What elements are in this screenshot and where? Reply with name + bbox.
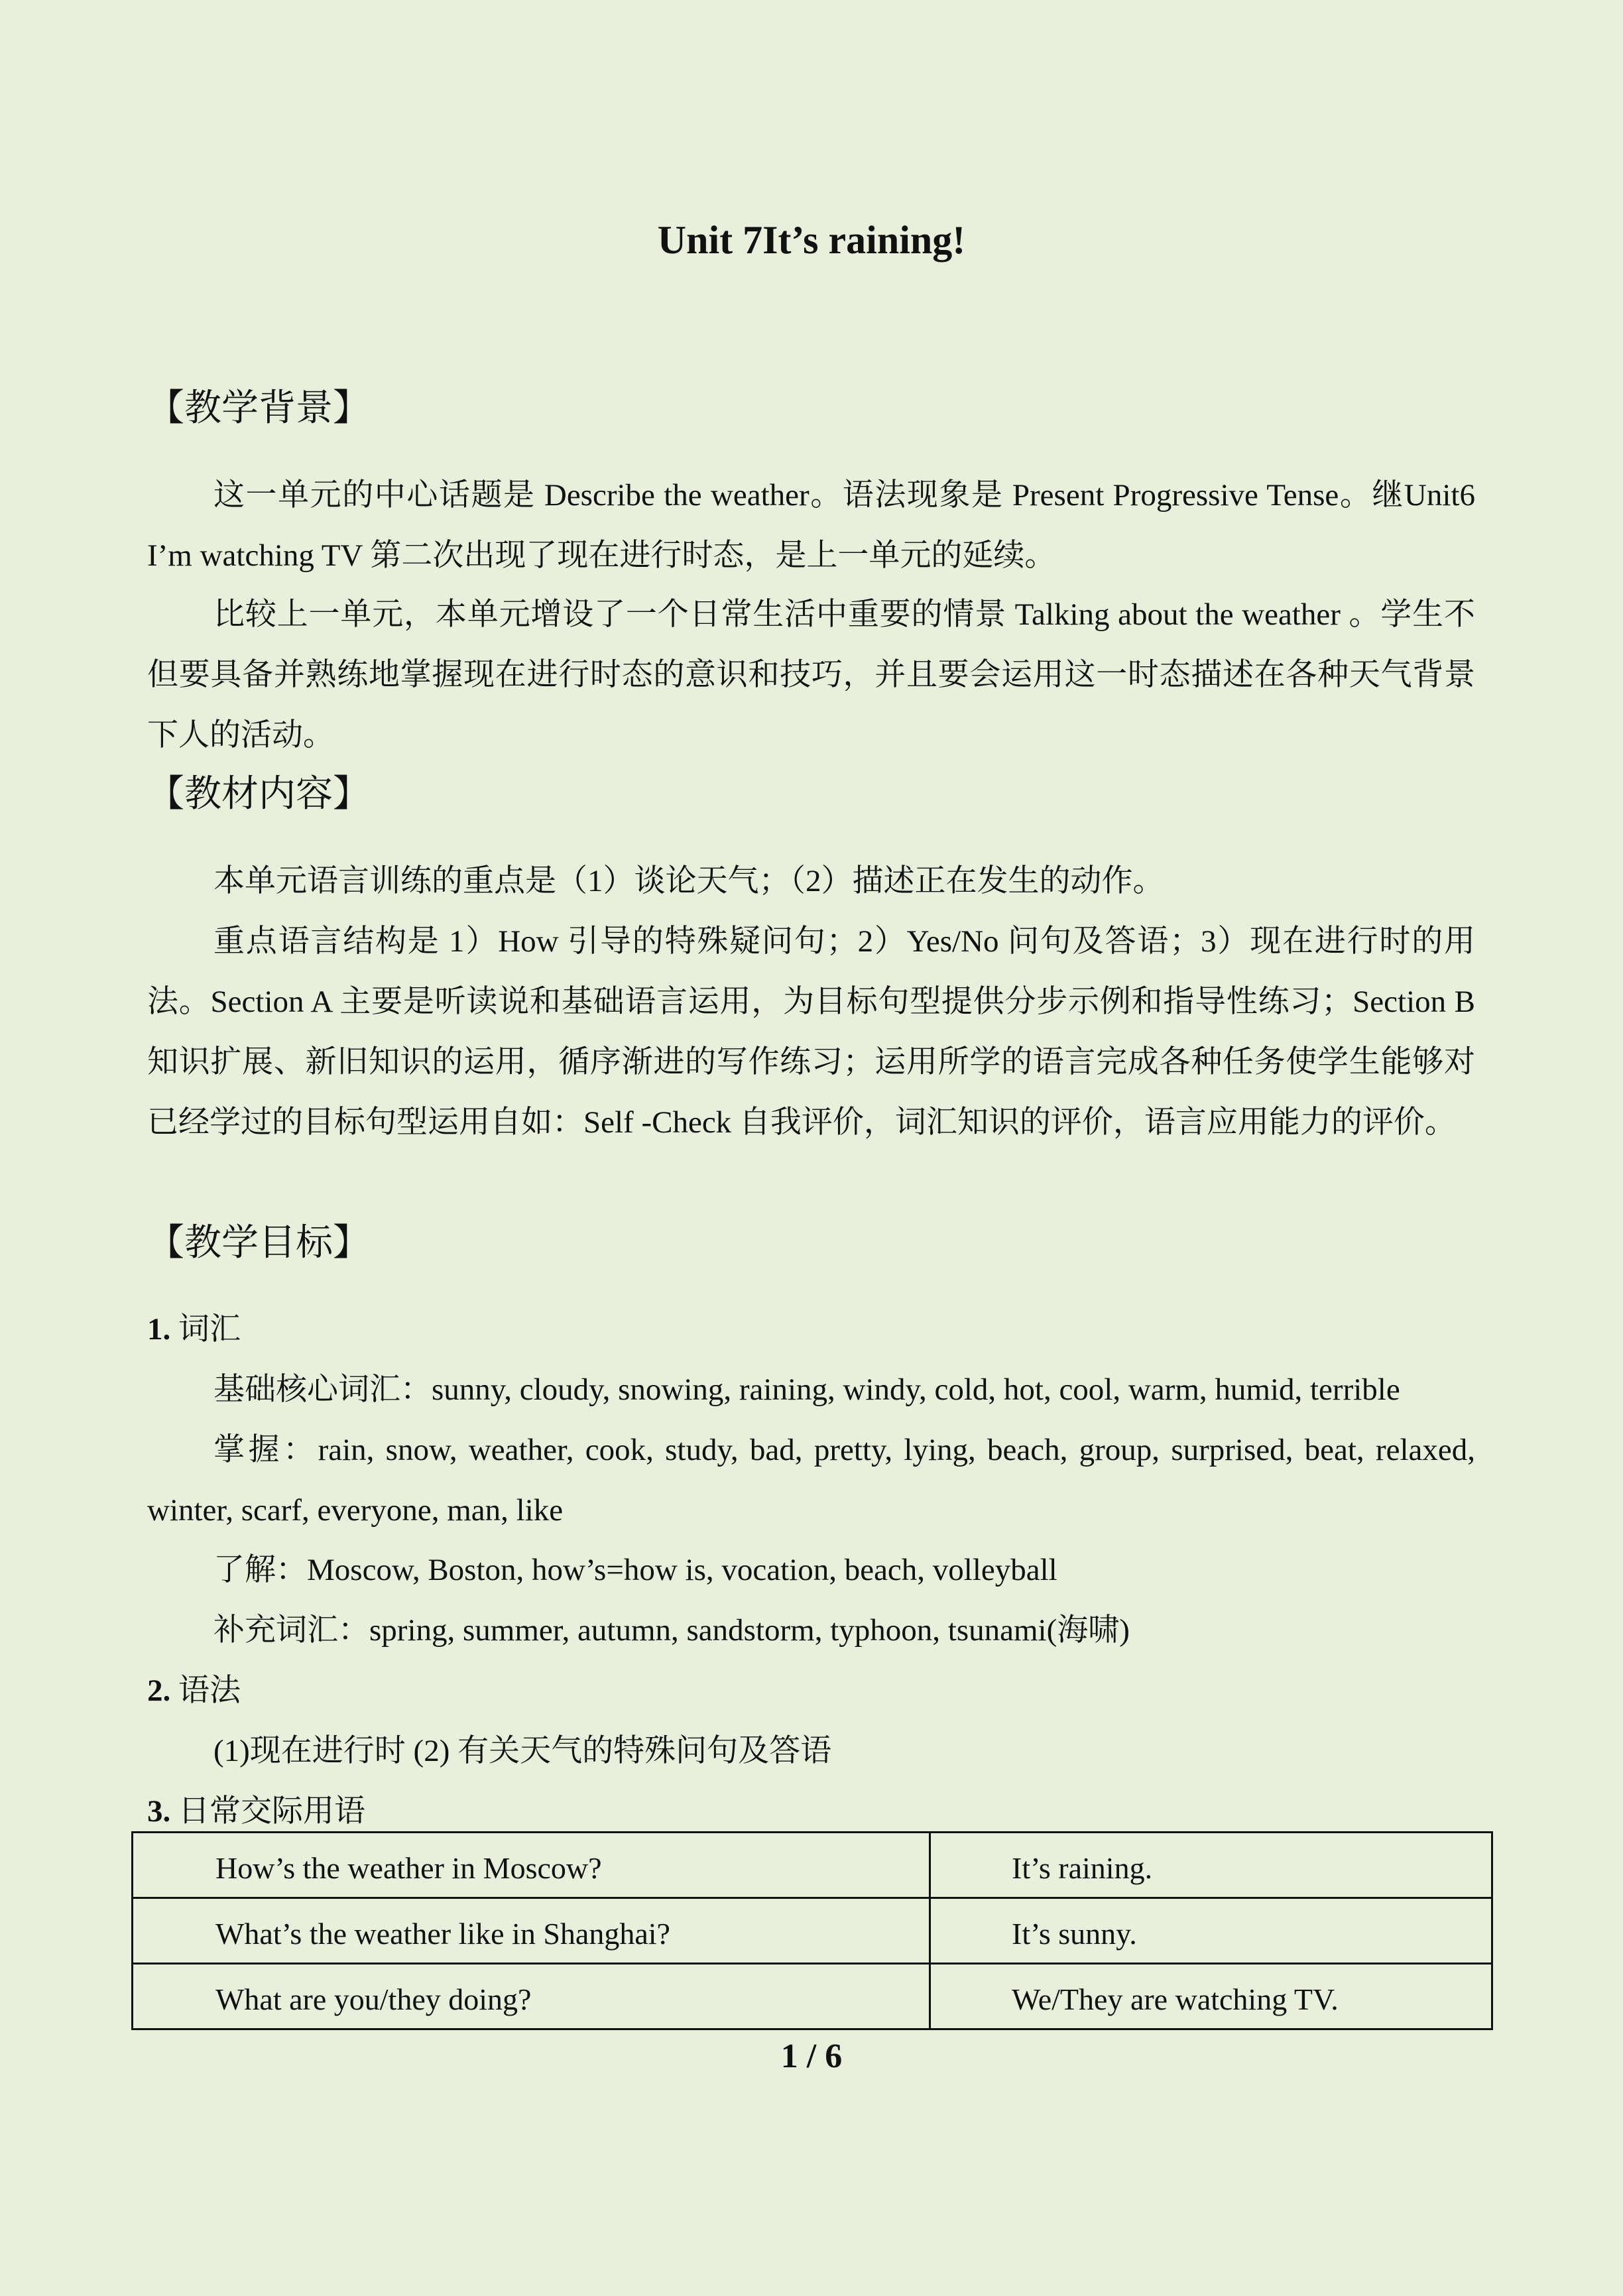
heading-content: 【教材内容】 bbox=[147, 774, 370, 815]
heading-goals: 【教学目标】 bbox=[147, 1223, 370, 1264]
vocab-subheading bbox=[147, 1299, 241, 1360]
vocab-understand: 了解：Moscow, Boston, how’s=how is, vocation, beach, volleyball bbox=[213, 1553, 1057, 1587]
table-row bbox=[133, 1898, 1492, 1964]
content-paragraph-1: 本单元语言训练的重点是（1）谈论天气；（2）描述正在发生的动作。 bbox=[213, 864, 1164, 898]
expressions-table bbox=[131, 1831, 1493, 2030]
vocab-core: 基础核心词汇：sunny, cloudy, snowing, raining, windy, cold, hot, cool, warm, humid, terrible bbox=[213, 1372, 1400, 1407]
vocab-extra: 补充词汇：spring, summer, autumn, sandstorm, typhoon, tsunami(海啸) bbox=[213, 1613, 1130, 1648]
grammar-text: (1)现在进行时 (2) 有关天气的特殊问句及答语 bbox=[213, 1734, 832, 1768]
heading-background: 【教学背景】 bbox=[147, 388, 370, 429]
answer-cell: It’s raining. bbox=[930, 1833, 1492, 1898]
question-cell: How’s the weather in Moscow? bbox=[133, 1833, 930, 1898]
table-row bbox=[133, 1964, 1492, 2029]
question-cell: What’s the weather like in Shanghai? bbox=[133, 1898, 930, 1964]
answer-cell: It’s sunny. bbox=[930, 1898, 1492, 1964]
expressions-label: 日常交际用语 bbox=[178, 1794, 365, 1829]
expressions-number: 3. bbox=[147, 1794, 171, 1829]
page-number: 1 / 6 bbox=[780, 2037, 843, 2075]
answer-cell: We/They are watching TV. bbox=[930, 1964, 1492, 2029]
content-paragraph-2: 重点语言结构是 1）How 引导的特殊疑问句；2）Yes/No 问句及答语；3）现在进行时的用法。Section A 主要是听读说和基础语言运用，为目标句型提供分步示例和指导性练习；Section B 知识扩展、新旧知识的运用，循序渐进的写作练习；运用所学的语言完成各种任务使学生能够对已经学过的目标句型运用自如：Self -Check 自我评价，词汇知识的评价，语言应用能力的评价。 bbox=[147, 924, 1475, 1140]
vocab-master: 掌握：rain, snow, weather, cook, study, bad, pretty, lying, beach, group, surprised, beat, relaxed, winter, scarf, everyone, man, like bbox=[147, 1433, 1475, 1528]
table-row bbox=[133, 1833, 1492, 1898]
page-title: Unit 7It’s raining! bbox=[657, 218, 966, 262]
grammar-label: 语法 bbox=[178, 1673, 241, 1708]
vocab-number: 1. bbox=[147, 1312, 171, 1347]
grammar-number: 2. bbox=[147, 1673, 171, 1708]
vocab-label: 词汇 bbox=[178, 1312, 241, 1347]
question-cell: What are you/they doing? bbox=[133, 1964, 930, 2029]
background-paragraph-1: 这一单元的中心话题是 Describe the weather。语法现象是 Present Progressive Tense。继Unit6 I’m watching TV 第二次出现了现在进行时态，是上一单元的延续。 bbox=[147, 478, 1475, 573]
background-paragraph-2: 比较上一单元，本单元增设了一个日常生活中重要的情景 Talking about the weather 。学生不但要具备并熟练地掌握现在进行时态的意识和技巧，并且要会运用这一时态描述在各种天气背景下人的活动。 bbox=[147, 597, 1475, 753]
grammar-subheading bbox=[147, 1661, 241, 1721]
